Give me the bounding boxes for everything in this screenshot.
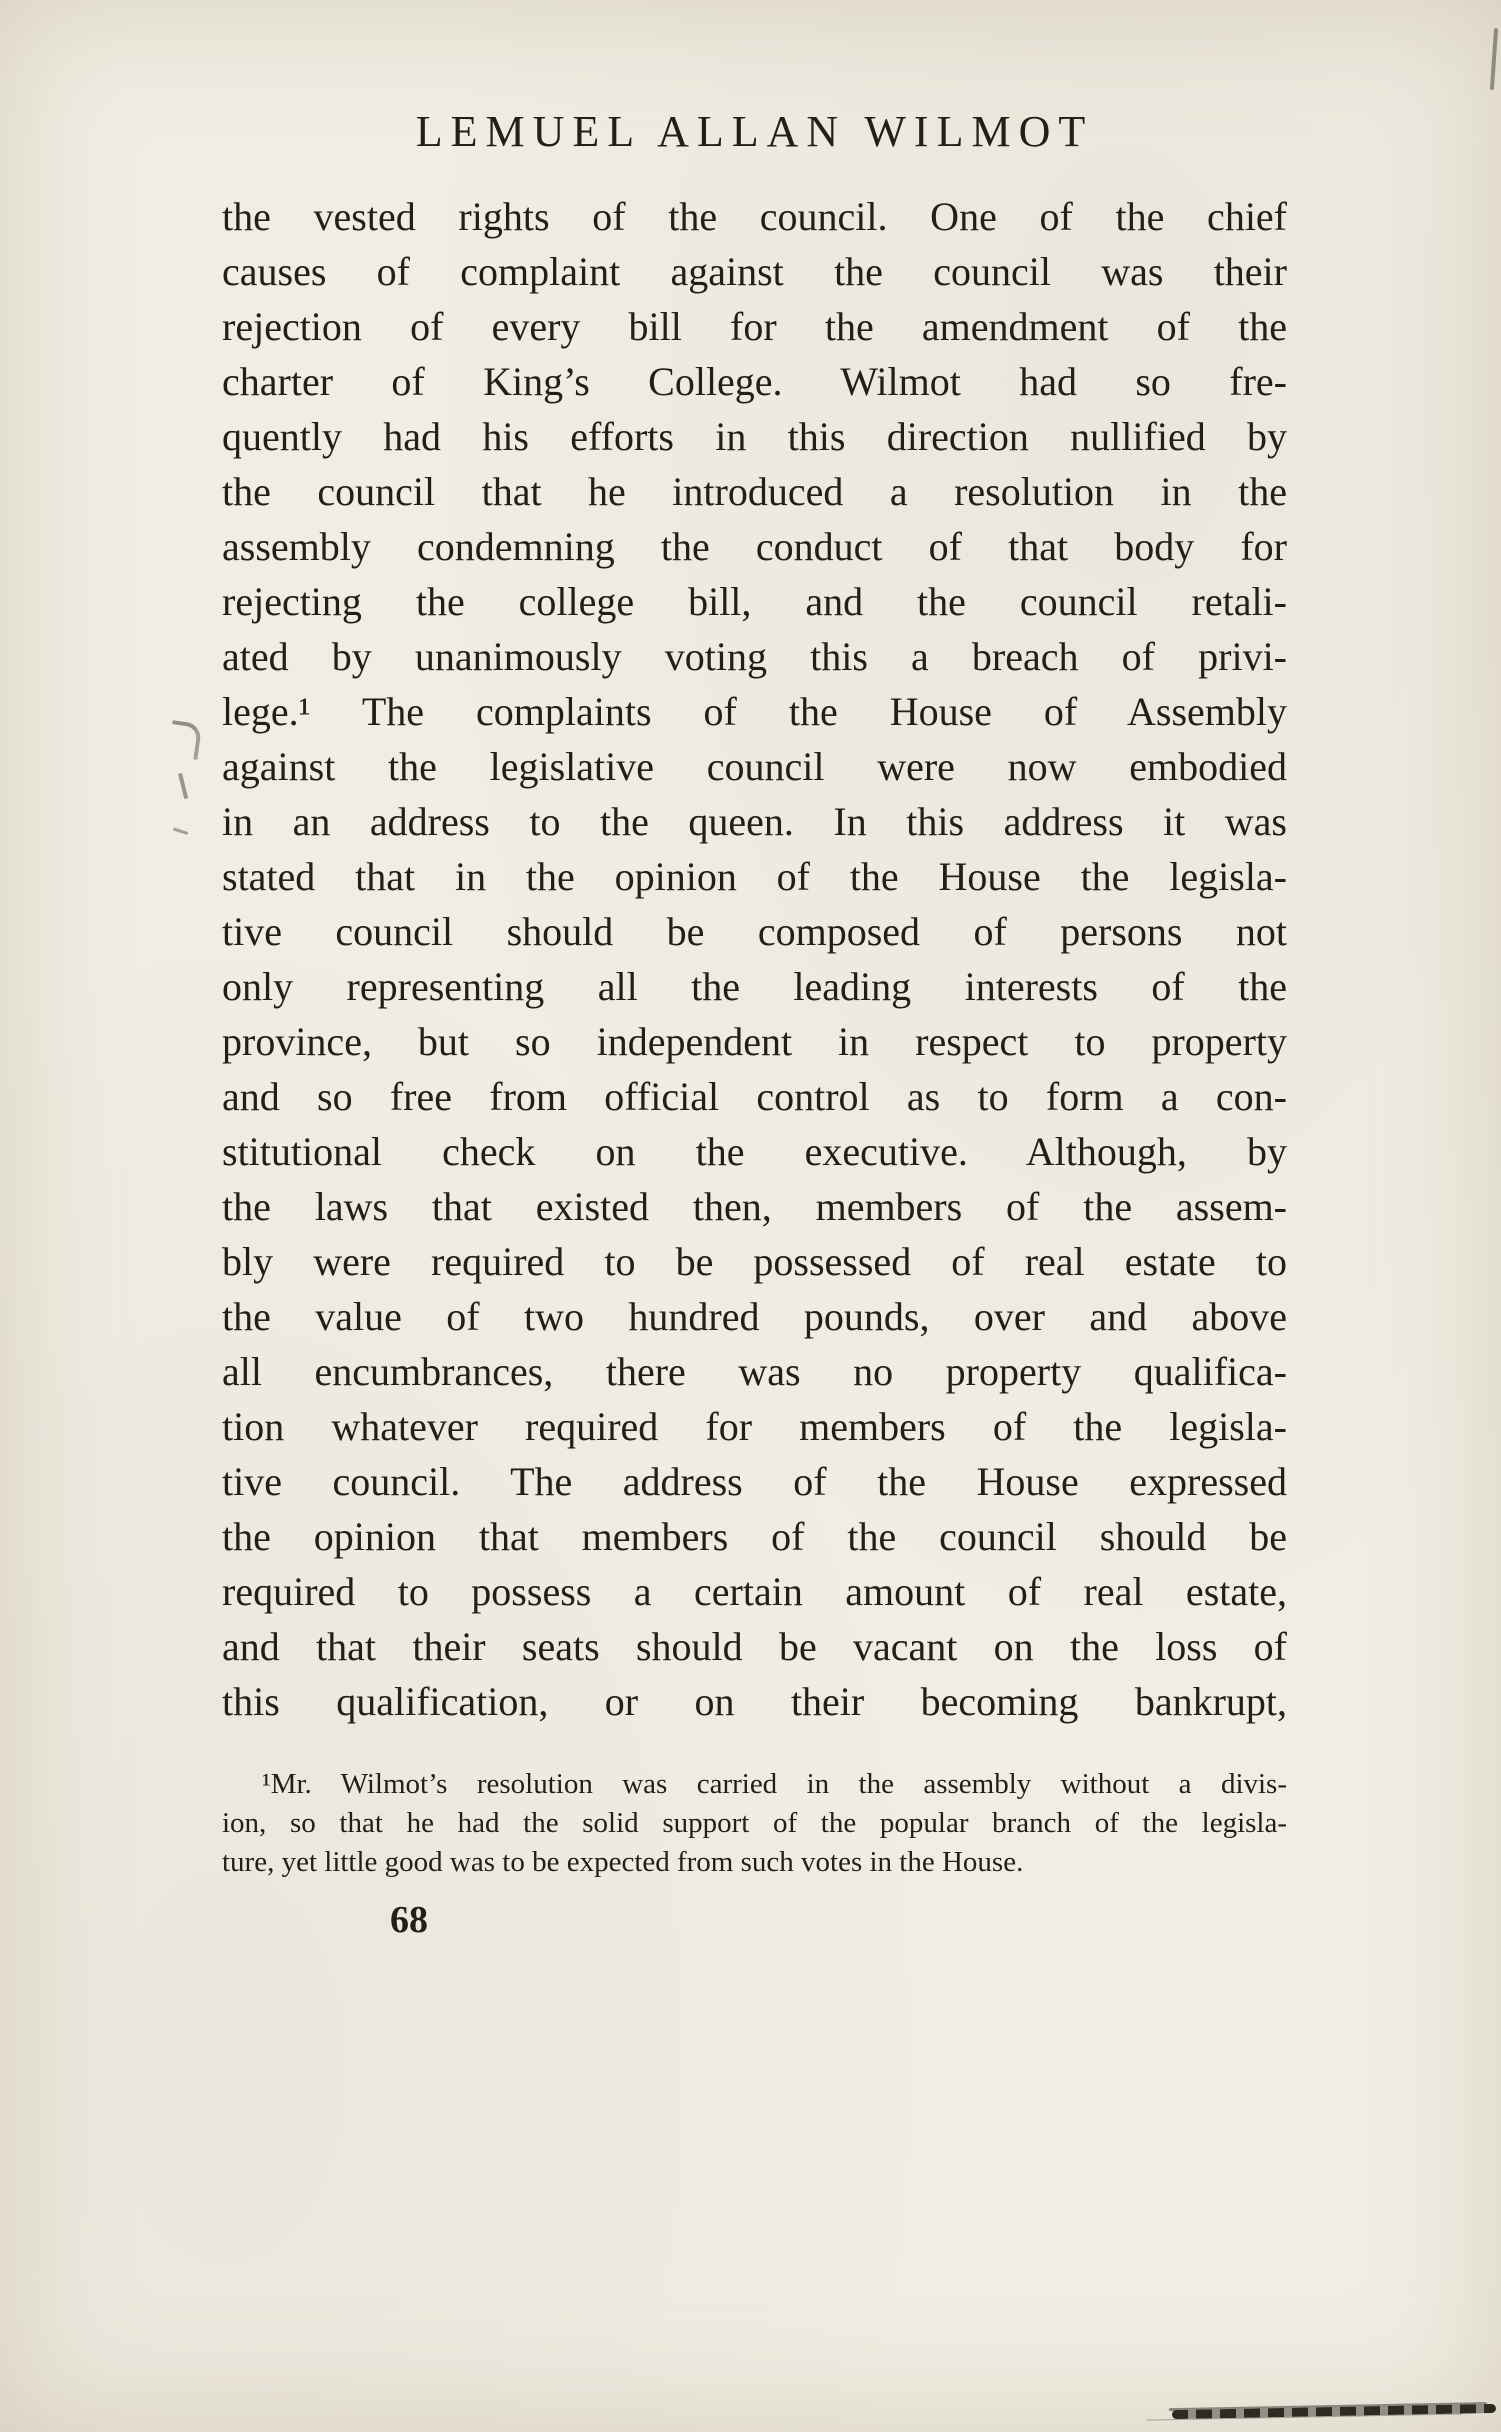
text-line: the council that he introduced a resolution in the bbox=[222, 469, 1287, 514]
scan-artifact-bottom-scribble bbox=[1172, 2404, 1496, 2419]
text-block bbox=[222, 0, 1287, 1942]
text-line: stated that in the opinion of the House the legisla- bbox=[222, 854, 1287, 899]
text-line: causes of complaint against the council was their bbox=[222, 249, 1287, 294]
text-line: the opinion that members of the council should be bbox=[222, 1514, 1287, 1559]
page-title: LEMUEL ALLAN WILMOT bbox=[415, 107, 1094, 156]
scan-artifact-margin-dash bbox=[173, 816, 192, 835]
page-number: 68 bbox=[390, 1899, 428, 1941]
text-line: in an address to the queen. In this address it was bbox=[222, 799, 1287, 844]
text-line: this qualification, or on their becoming bankrupt, bbox=[222, 1679, 1287, 1724]
text-line: ion, so that he had the solid support of the popular branch of the legisla- bbox=[222, 1807, 1287, 1839]
text-line: only representing all the leading interests of the bbox=[222, 964, 1287, 1009]
text-line: tive council. The address of the House expressed bbox=[222, 1459, 1287, 1504]
text-line: the vested rights of the council. One of the chief bbox=[222, 194, 1287, 239]
body-text bbox=[222, 189, 1287, 1729]
text-line: rejection of every bill for the amendment of the bbox=[222, 304, 1287, 349]
text-line: ture, yet little good was to be expected from such votes in the House. bbox=[222, 1846, 1024, 1878]
text-line: bly were required to be possessed of real estate to bbox=[222, 1239, 1287, 1284]
text-line: ¹Mr. Wilmot’s resolution was carried in the assembly without a divis- bbox=[262, 1768, 1287, 1800]
text-line: province, but so independent in respect to property bbox=[222, 1019, 1287, 1064]
text-line: tion whatever required for members of the legisla- bbox=[222, 1404, 1287, 1449]
text-line: the value of two hundred pounds, over and above bbox=[222, 1294, 1287, 1339]
text-line: assembly condemning the conduct of that body for bbox=[222, 524, 1287, 569]
text-line: and so free from official control as to form a con- bbox=[222, 1074, 1287, 1119]
text-line: required to possess a certain amount of real estate, bbox=[222, 1569, 1287, 1614]
text-line: and that their seats should be vacant on the loss of bbox=[222, 1624, 1287, 1669]
text-line: rejecting the college bill, and the council retali- bbox=[222, 579, 1287, 624]
text-line: charter of King’s College. Wilmot had so fre- bbox=[222, 359, 1287, 404]
text-line: stitutional check on the executive. Although, by bbox=[222, 1129, 1287, 1174]
text-line: tive council should be composed of persons not bbox=[222, 909, 1287, 954]
footnote bbox=[222, 1765, 1287, 1882]
text-line: lege.¹ The complaints of the House of Assembly bbox=[222, 689, 1287, 734]
scan-artifact-margin-tick bbox=[178, 771, 196, 799]
text-line: quently had his efforts in this direction nullified by bbox=[222, 414, 1287, 459]
text-line: ated by unanimously voting this a breach of privi- bbox=[222, 634, 1287, 679]
text-line: the laws that existed then, members of the assem- bbox=[222, 1184, 1287, 1229]
text-line: against the legislative council were now embodied bbox=[222, 744, 1287, 789]
scan-artifact-top-right bbox=[1490, 28, 1498, 90]
text-line: all encumbrances, there was no property qualifica- bbox=[222, 1349, 1287, 1394]
scan-artifact-margin-hook bbox=[168, 720, 203, 760]
